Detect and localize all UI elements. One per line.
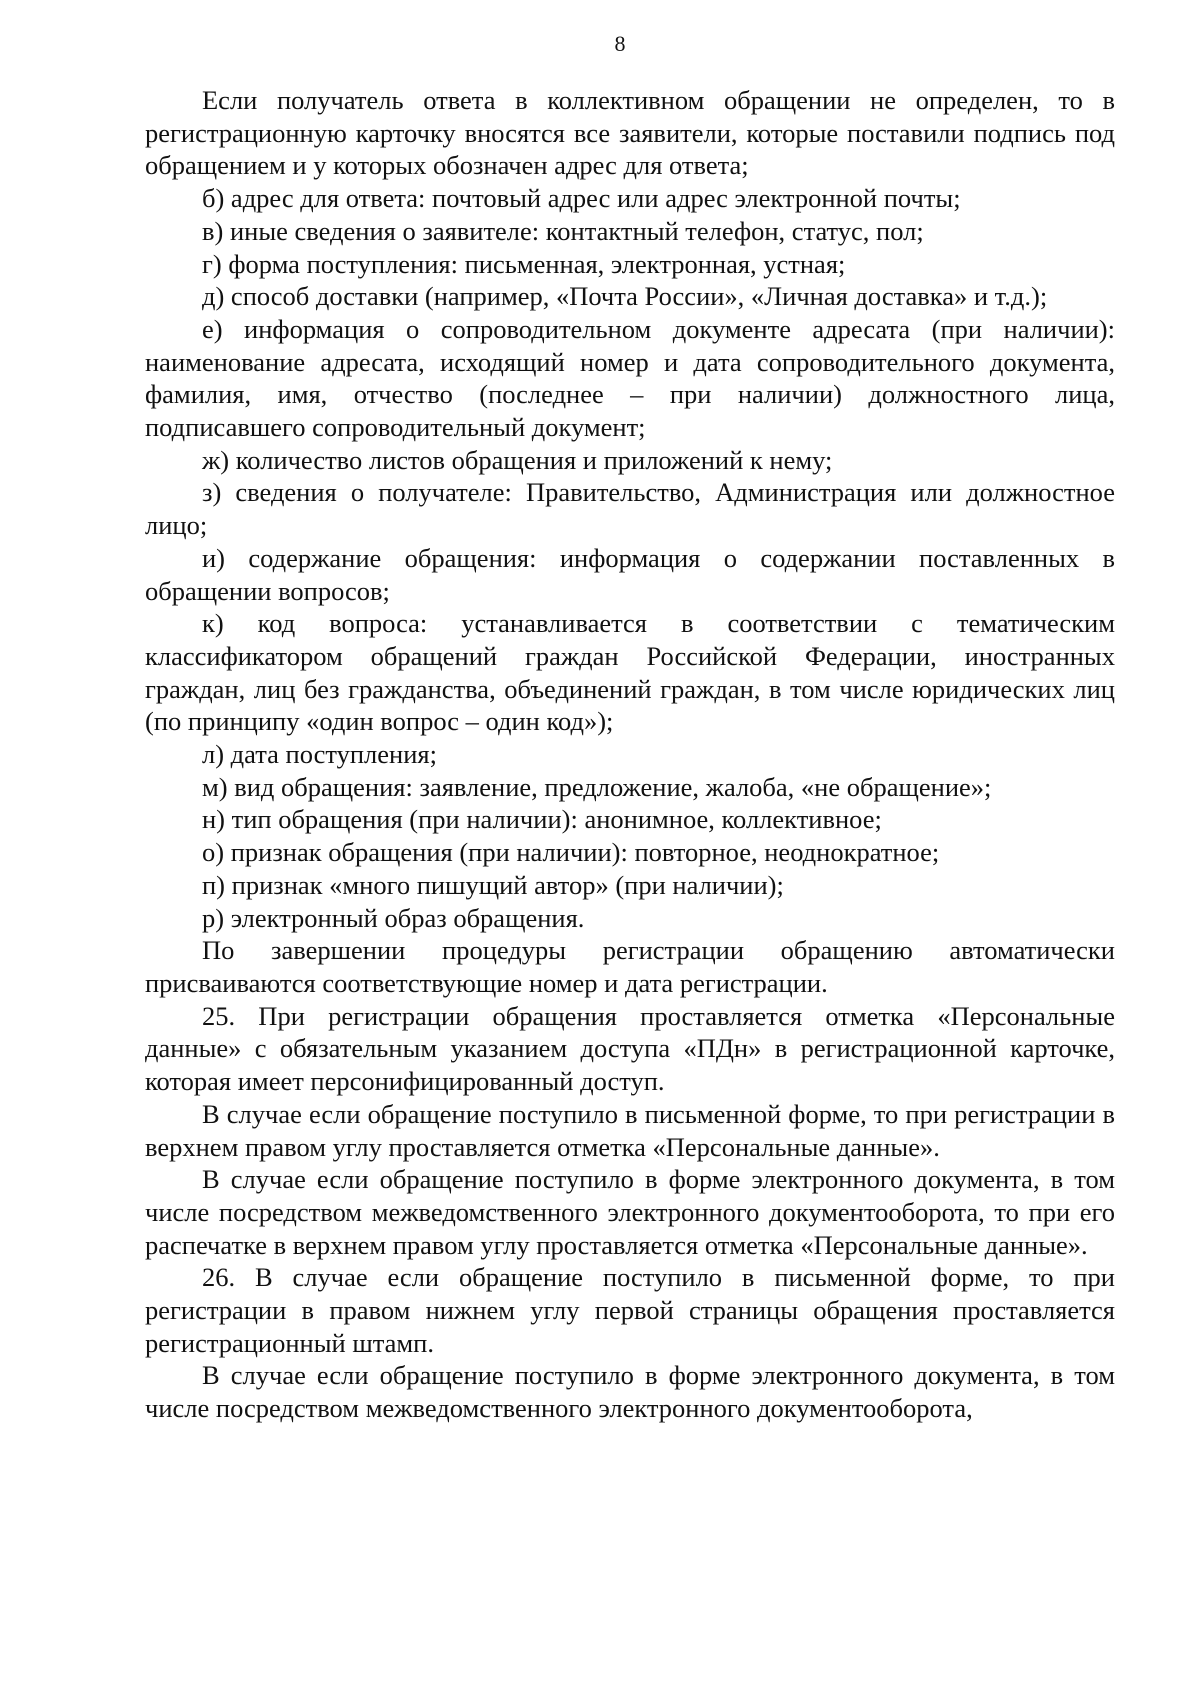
paragraph-registration-completion: По завершении процедуры регистрации обращению автоматически присваиваются соответствующие номер и дата регистрации. — [145, 935, 1115, 998]
paragraph-collective-recipient: Если получатель ответа в коллективном обращении не определен, то в регистрационную карточку вносятся все заявители, которые поставили подпись под обращением и у которых обозначен адрес для ответа; — [145, 85, 1115, 181]
document-body — [145, 84, 1115, 1425]
paragraph-item-i: и) содержание обращения: информация о содержании поставленных в обращении вопросов; — [145, 542, 1115, 606]
paragraph-item-k: к) код вопроса: устанавливается в соответствии с тематическим классификатором обращений граждан Российской Федерации, иностранных граждан, лиц без гражданства, объединений граждан, в том числе юридических лиц (по принципу «один вопрос – один код»); — [145, 608, 1115, 737]
paragraph-item-g: г) форма поступления: письменная, электронная, устная; — [202, 248, 846, 279]
paragraph-clause-25: 25. При регистрации обращения проставляется отметка «Персональные данные» с обязательным указанием доступа «ПДн» в регистрационной карточке, которая имеет персонифицированный доступ. — [145, 1000, 1115, 1097]
page-number: 8 — [614, 31, 626, 56]
paragraph-item-v: в) иные сведения о заявителе: контактный телефон, статус, пол; — [202, 215, 924, 246]
paragraph-item-n: н) тип обращения (при наличии): анонимное, коллективное; — [202, 804, 882, 835]
paragraph-electronic-form-stamp: В случае если обращение поступило в форме электронного документа, в том числе посредством межведомственного электронного документооборота, — [145, 1360, 1115, 1424]
paragraph-item-b: б) адрес для ответа: почтовый адрес или адрес электронной почты; — [202, 183, 961, 214]
paragraph-item-o: о) признак обращения (при наличии): повторное, неоднократное; — [202, 837, 940, 868]
paragraph-electronic-form-mark: В случае если обращение поступило в форме электронного документа, в том числе посредством межведомственного электронного документооборота, то при его распечатке в верхнем правом углу проставляется отметка «Персональные данные». — [145, 1164, 1115, 1260]
paragraph-item-r: р) электронный образ обращения. — [202, 902, 585, 933]
paragraph-item-m: м) вид обращения: заявление, предложение, жалоба, «не обращение»; — [202, 771, 992, 802]
paragraph-clause-26: 26. В случае если обращение поступило в письменной форме, то при регистрации в правом нижнем углу первой страницы обращения проставляется регистрационный штамп. — [145, 1262, 1115, 1358]
paragraph-item-d: д) способ доставки (например, «Почта России», «Личная доставка» и т.д.); — [202, 281, 1048, 312]
paragraph-item-p: п) признак «много пишущий автор» (при наличии); — [202, 869, 784, 900]
paragraph-written-form-mark: В случае если обращение поступило в письменной форме, то при регистрации в верхнем правом углу проставляется отметка «Персональные данные». — [145, 1098, 1115, 1162]
paragraph-item-e: е) информация о сопроводительном документе адресата (при наличии): наименование адресата, исходящий номер и дата сопроводительного документа, фамилия, имя, отчество (последнее – при наличии) должностного лица, подписавшего сопроводительный документ; — [145, 313, 1115, 443]
paragraph-item-z: з) сведения о получателе: Правительство, Администрация или должностное лицо; — [145, 477, 1115, 541]
paragraph-item-zh: ж) количество листов обращения и приложений к нему; — [202, 444, 833, 475]
paragraph-item-l: л) дата поступления; — [202, 739, 437, 770]
